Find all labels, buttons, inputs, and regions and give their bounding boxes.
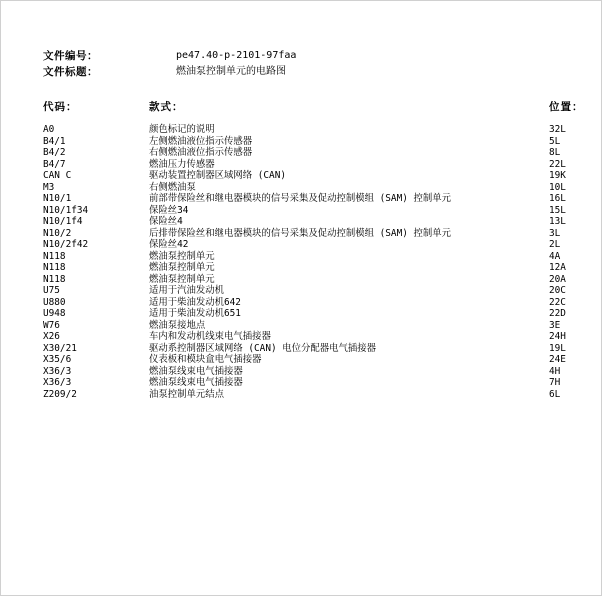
table-row [43, 366, 588, 378]
file-number-label: 文件编号： [43, 50, 98, 62]
row-location: 19L [549, 342, 566, 354]
row-code: X36/3 [43, 377, 72, 388]
file-title-row [43, 64, 296, 80]
row-location: 6L [549, 388, 561, 400]
row-location: 3E [549, 319, 561, 331]
file-title-label: 文件标题： [43, 66, 98, 78]
row-description: 驱动系控制器区域网络 (CAN) 电位分配器电气插接器 [149, 342, 377, 354]
row-code: U948 [43, 308, 66, 319]
row-code: B4/2 [43, 147, 66, 158]
row-code: N118 [43, 273, 66, 285]
row-location: 4H [549, 365, 561, 377]
row-description: 燃油泵线束电气插接器 [149, 377, 243, 388]
row-code: CAN C [43, 170, 72, 181]
table-row [43, 320, 588, 332]
row-location: 5L [549, 135, 561, 147]
row-code: N10/1f34 [43, 204, 89, 216]
row-description: 燃油泵线束电气插接器 [149, 365, 243, 377]
row-location: 22L [549, 158, 566, 170]
row-description: 适用于汽油发动机 [149, 285, 225, 296]
row-description: 后排带保险丝和继电器模块的信号采集及促动控制模组 (SAM) 控制单元 [149, 227, 452, 239]
component-table [43, 124, 588, 400]
table-row [43, 285, 588, 297]
table-row [43, 147, 588, 159]
table-row [43, 159, 588, 171]
table-row [43, 251, 588, 263]
file-title-value: 燃油泵控制单元的电路图 [176, 66, 286, 77]
row-location: 16L [549, 193, 566, 204]
row-code: A0 [43, 124, 55, 135]
row-location: 32L [549, 124, 566, 135]
row-description: 车内和发动机线束电气插接器 [149, 331, 271, 342]
table-row [43, 228, 588, 240]
header-location: 位置： [549, 101, 584, 113]
row-code: N10/1f4 [43, 216, 83, 227]
table-row [43, 308, 588, 320]
row-description: 燃油泵控制单元 [149, 250, 215, 262]
header-code: 代码： [43, 101, 78, 113]
row-location: 20A [549, 273, 566, 285]
table-row [43, 262, 588, 274]
row-code: N118 [43, 250, 66, 262]
row-description: 右侧燃油泵 [149, 181, 196, 193]
row-description: 仪表板和模块盒电气插接器 [149, 354, 262, 365]
row-location: 2L [549, 239, 561, 250]
table-row [43, 216, 588, 228]
row-description: 保险丝4 [149, 216, 183, 227]
row-code: B4/1 [43, 135, 66, 147]
row-location: 22D [549, 308, 566, 319]
table-row [43, 205, 588, 217]
row-description: 前部带保险丝和继电器模块的信号采集及促动控制模组 (SAM) 控制单元 [149, 193, 452, 204]
row-location: 3L [549, 227, 561, 239]
file-number-row [43, 48, 296, 64]
row-code: N10/1 [43, 193, 72, 204]
row-code: X30/21 [43, 342, 77, 354]
row-description: 驱动装置控制器区域网络 (CAN) [149, 170, 286, 181]
table-row [43, 124, 588, 136]
header-description: 款式： [149, 101, 184, 113]
row-description: 燃油压力传感器 [149, 158, 215, 170]
row-location: 10L [549, 181, 566, 193]
row-description: 颜色标记的说明 [149, 124, 215, 135]
table-row [43, 377, 588, 389]
row-location: 15L [549, 204, 566, 216]
row-location: 13L [549, 216, 566, 227]
table-row [43, 343, 588, 355]
table-row [43, 389, 588, 401]
row-description: 燃油泵控制单元 [149, 273, 215, 285]
row-location: 22C [549, 296, 566, 308]
row-location: 4A [549, 250, 561, 262]
table-header [43, 99, 588, 115]
row-code: N118 [43, 262, 66, 273]
row-description: 燃油泵接地点 [149, 319, 206, 331]
row-location: 7H [549, 377, 561, 388]
row-code: X36/3 [43, 365, 72, 377]
row-code: X35/6 [43, 354, 72, 365]
row-location: 19K [549, 170, 566, 181]
table-row [43, 170, 588, 182]
table-row [43, 239, 588, 251]
row-description: 燃油泵控制单元 [149, 262, 215, 273]
table-row [43, 274, 588, 286]
table-row [43, 297, 588, 309]
row-code: Z209/2 [43, 388, 77, 400]
row-code: B4/7 [43, 158, 66, 170]
row-description: 保险丝34 [149, 204, 189, 216]
row-description: 右侧燃油液位指示传感器 [149, 147, 253, 158]
row-description: 适用于柴油发动机642 [149, 296, 241, 308]
row-location: 20C [549, 285, 566, 296]
row-location: 24E [549, 354, 566, 365]
file-number-value: pe47.40-p-2101-97faa [176, 50, 297, 61]
row-code: W76 [43, 319, 60, 331]
row-location: 12A [549, 262, 566, 273]
row-description: 保险丝42 [149, 239, 189, 250]
row-code: U880 [43, 296, 66, 308]
row-description: 适用于柴油发动机651 [149, 308, 241, 319]
row-description: 左侧燃油液位指示传感器 [149, 135, 253, 147]
table-row [43, 182, 588, 194]
row-code: N10/2 [43, 227, 72, 239]
document-meta [43, 48, 296, 80]
row-code: X26 [43, 331, 60, 342]
table-row [43, 193, 588, 205]
row-description: 油泵控制单元结点 [149, 388, 225, 400]
row-code: N10/2f42 [43, 239, 89, 250]
table-row [43, 136, 588, 148]
row-code: M3 [43, 181, 55, 193]
table-row [43, 331, 588, 343]
row-location: 8L [549, 147, 561, 158]
table-row [43, 354, 588, 366]
row-location: 24H [549, 331, 566, 342]
row-code: U75 [43, 285, 60, 296]
